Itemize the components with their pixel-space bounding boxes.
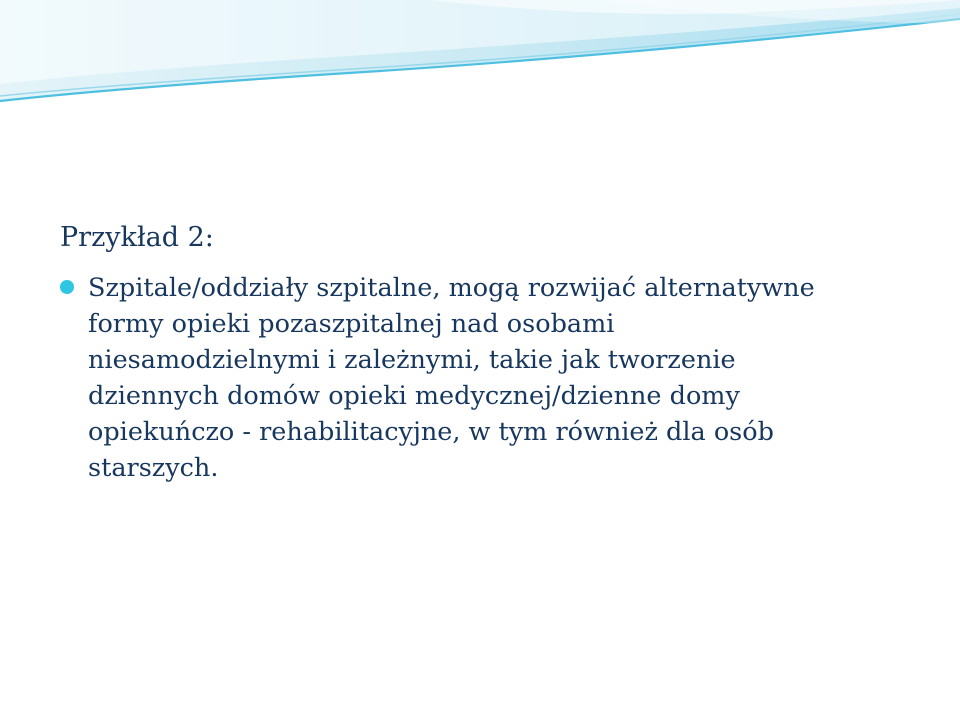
bullet-dot-icon <box>60 280 74 294</box>
bullet-text: Szpitale/oddziały szpitalne, mogą rozwijać alternatywne formy opieki pozaszpitalnej nad osobami niesamodzielnymi i zależnymi, takie jak tworzenie dziennych domów opieki medycznej/dzienne domy opiekuńczo - rehabilitacyjne, w tym również dla osób starszych. <box>88 273 815 483</box>
slide-content <box>60 220 920 486</box>
slide-heading: Przykład 2: <box>60 222 214 253</box>
bullet-item <box>60 270 848 486</box>
header-wave-decoration <box>0 0 960 130</box>
bullet-list <box>60 270 920 486</box>
